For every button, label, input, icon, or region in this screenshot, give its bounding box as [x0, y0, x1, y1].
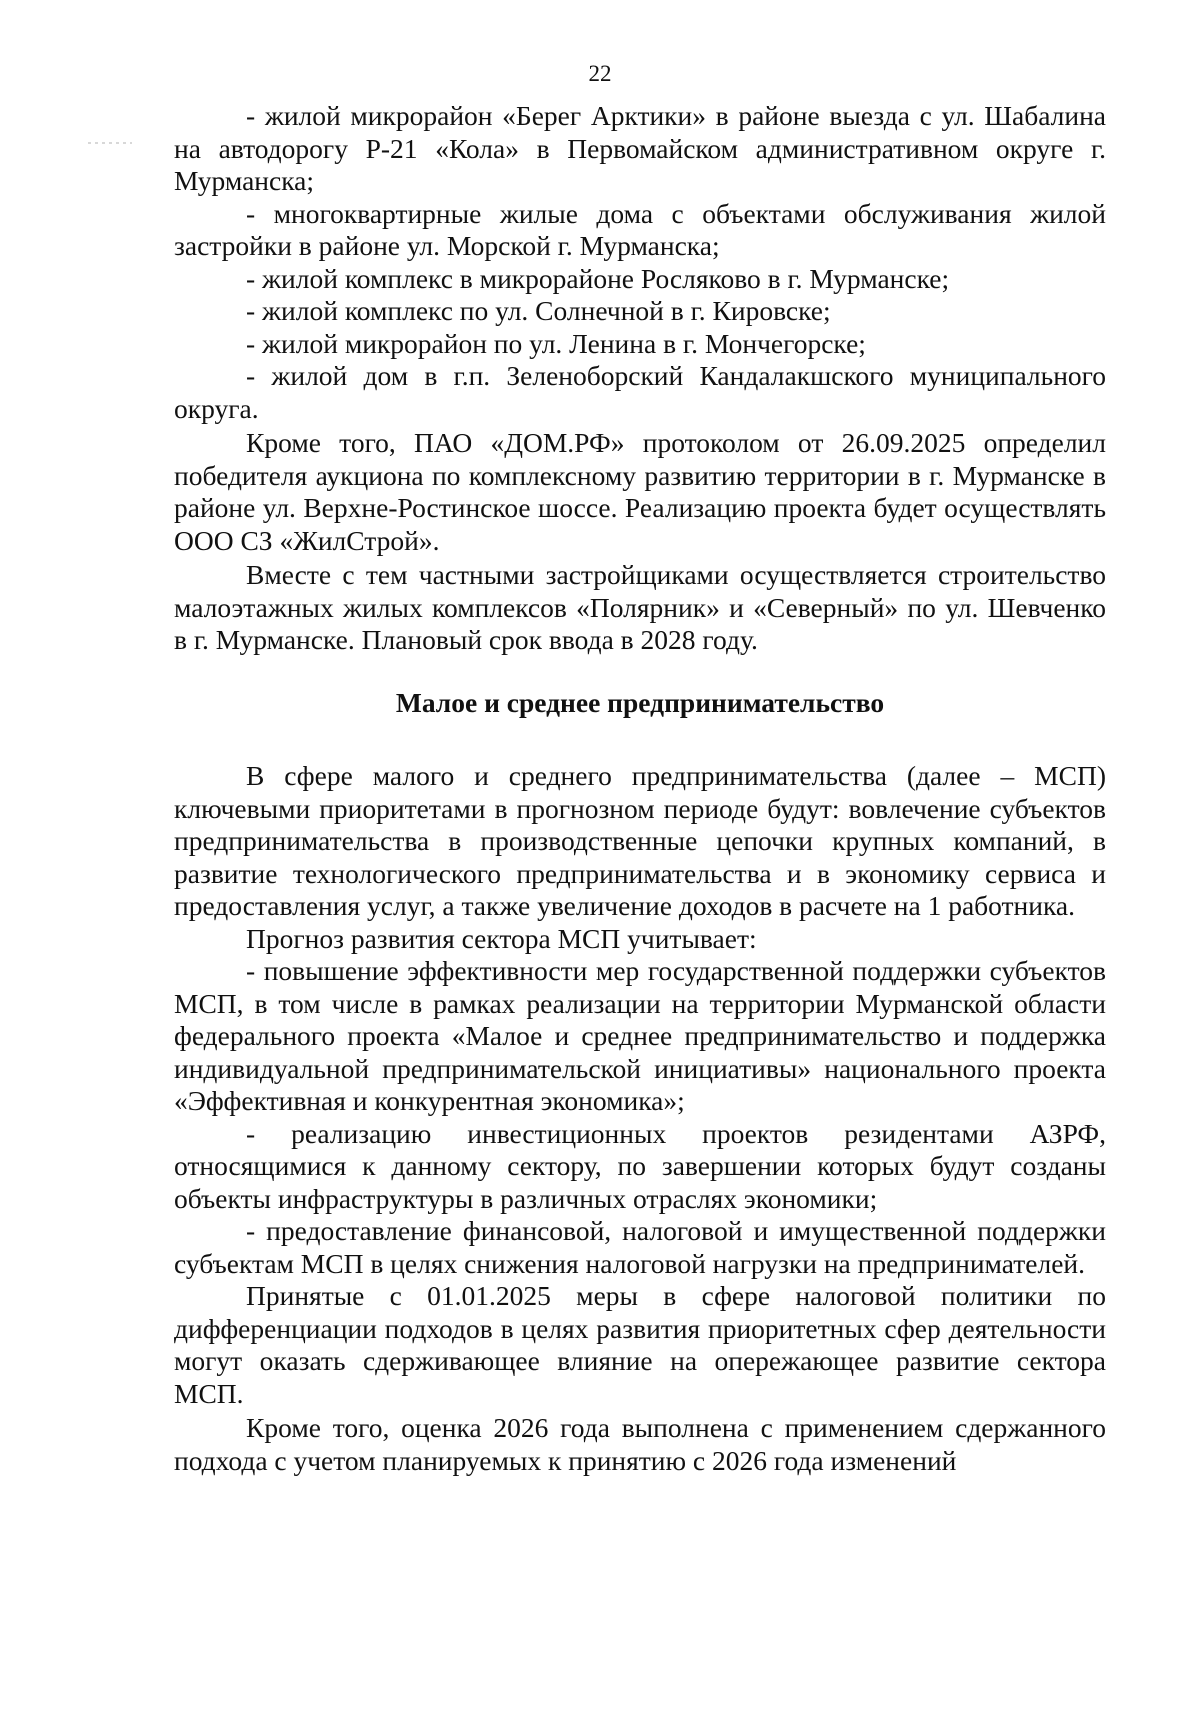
paragraph-dom-rf: Кроме того, ПАО «ДОМ.РФ» протоколом от 26.09.2025 определил победителя аукциона по комплексному развитию территории в г. Мурманске в районе ул. Верхне-Ростинское шоссе. Реализацию проекта будет осуществлять ООО СЗ «ЖилСтрой». — [174, 427, 1106, 556]
list-item-monchegorsk: - жилой микрорайон по ул. Ленина в г. Мончегорске; — [246, 327, 866, 359]
list-item-state-support: - повышение эффективности мер государственной поддержки субъектов МСП, в том числе в рамках реализации на территории Мурманской области федерального проекта «Малое и среднее предпринимательство и поддержка индивидуальной предпринимательской инициативы» национального проекта «Эффективная и конкурентная экономика»; — [174, 955, 1106, 1116]
paragraph-2026-estimate: Кроме того, оценка 2026 года выполнена с применением сдержанного подхода с учетом планируемых к принятию с 2026 года изменений — [174, 1412, 1106, 1476]
section-heading: Малое и среднее предпринимательство — [395, 686, 885, 718]
list-item-bereg-arktiki: - жилой микрорайон «Берег Арктики» в районе выезда с ул. Шабалина на автодорогу Р-21 «Кола» в Первомайском административном округе г. Мурманска; — [174, 100, 1106, 196]
list-item-roslyakovo: - жилой комплекс в микрорайоне Росляково в г. Мурманске; — [246, 262, 950, 294]
list-item-azrf-projects: - реализацию инвестиционных проектов резидентами АЗРФ, относящимися к данному сектору, по завершении которых будут созданы объекты инфраструктуры в различных отраслях экономики; — [174, 1117, 1106, 1214]
list-item-morskaya: - многоквартирные жилые дома с объектами обслуживания жилой застройки в районе ул. Морской г. Мурманска; — [174, 197, 1106, 261]
paragraph-private-developers: Вместе с тем частными застройщиками осуществляется строительство малоэтажных жилых комплексов «Полярник» и «Северный» по ул. Шевченко в г. Мурманске. Плановый срок ввода в 2028 году. — [174, 559, 1106, 655]
list-item-financial-support: - предоставление финансовой, налоговой и имущественной поддержки субъектам МСП в целях снижения налоговой нагрузки на предпринимателей. — [174, 1215, 1106, 1279]
paragraph-forecast-intro: Прогноз развития сектора МСП учитывает: — [246, 922, 757, 954]
list-item-zelenoborsky: - жилой дом в г.п. Зеленоборский Кандалакшского муниципального округа. — [174, 360, 1106, 424]
scan-artifact — [88, 142, 132, 144]
paragraph-msp-priorities: В сфере малого и среднего предпринимательства (далее – МСП) ключевыми приоритетами в прогнозном периоде будут: вовлечение субъектов предпринимательства в производственные цепочки крупных компаний, в развитие технологического предпринимательства и в экономику сервиса и предоставления услуг, а также увеличение доходов в расчете на 1 работника. — [174, 760, 1106, 921]
document-body — [174, 100, 1106, 1477]
list-item-kirovsk: - жилой комплекс по ул. Солнечной в г. Кировске; — [246, 295, 831, 326]
page-number: 22 — [588, 61, 612, 86]
paragraph-tax-measures: Принятые с 01.01.2025 меры в сфере налоговой политики по дифференциации подходов в целях развития приоритетных сфер деятельности могут оказать сдерживающее влияние на опережающее развитие сектора МСП. — [174, 1280, 1106, 1409]
